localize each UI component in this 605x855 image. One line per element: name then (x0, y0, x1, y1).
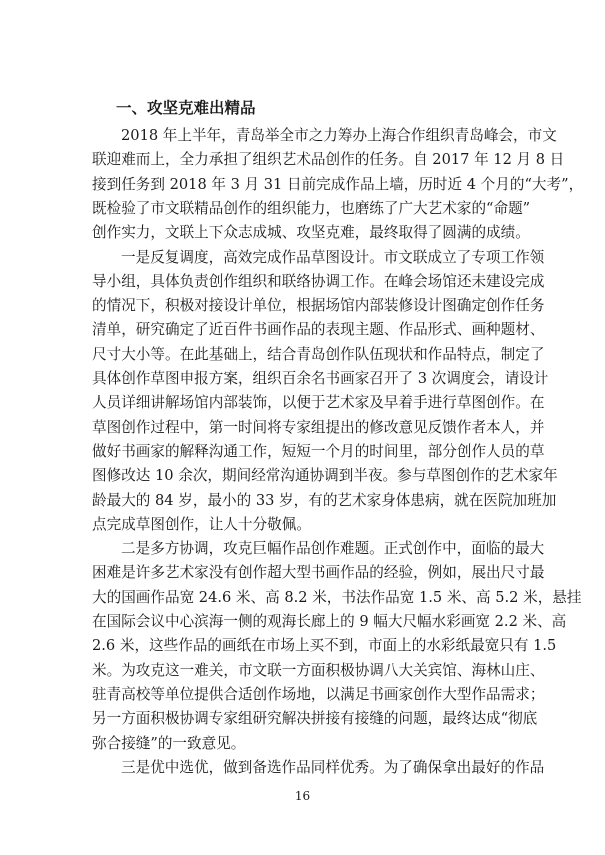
text-line: 另一方面积极协调专家组研究解决拼接有接缝的问题，最终达成“彻底 (92, 710, 538, 727)
text-line: 导小组，具体负责创作组织和联络协调工作。在峰会场馆还未建设完成 (92, 273, 545, 290)
text-line: 二是多方协调，攻克巨幅作品创作难题。正式创作中，面临的最大 (121, 540, 545, 557)
text-line: 三是优中选优，做到备选作品同样优秀。为了确保拿出最好的作品 (121, 759, 545, 776)
text-line: 具体创作草图申报方案，组织百余名书画家召开了 3 次调度会，请设计 (92, 370, 549, 387)
text-line: 驻青高校等单位提供合适创作场地，以满足书画家创作大型作品需求； (92, 686, 545, 703)
text-line: 的情况下，积极对接设计单位，根据场馆内部装修设计图确定创作任务 (92, 297, 545, 314)
text-line: 点完成草图创作，让人十分敬佩。 (92, 516, 311, 533)
text-line: 创作实力，文联上下众志成城、攻坚克难，最终取得了圆满的成绩。 (92, 224, 530, 241)
text-line: 在国际会议中心滨海一侧的观海长廊上的 9 幅大尺幅水彩画宽 2.2 米、高 (92, 613, 567, 630)
page-number: 16 (294, 789, 311, 803)
text-line: 一是反复调度，高效完成作品草图设计。市文联成立了专项工作领 (121, 249, 545, 266)
text-line: 米。为攻克这一难关，市文联一方面积极协调八大关宾馆、海林山庄、 (92, 662, 545, 679)
text-line: 2.6 米，这些作品的画纸在市场上买不到，市面上的水彩纸最宽只有 1.5 (92, 637, 557, 654)
text-line: 大的国画作品宽 24.6 米、高 8.2 米，书法作品宽 1.5 米、高 5.2 米，悬挂 (92, 589, 582, 606)
text-line: 接到任务到 2018 年 3 月 31 日前完成作品上墙，历时近 4 个月的“大考”， (92, 176, 584, 193)
text-line: 既检验了市文联精品创作的组织能力，也磨练了广大艺术家的“命题” (92, 200, 531, 217)
text-line: 图修改达 10 余次，期间经常沟通协调到半夜。参与草图创作的艺术家年 (92, 467, 558, 484)
text-line: 尺寸大小等。在此基础上，结合青岛创作队伍现状和作品特点，制定了 (92, 346, 545, 363)
text-line: 清单，研究确定了近百件书画作品的表现主题、作品形式、画种题材、 (92, 321, 545, 338)
text-line: 弥合接缝”的一致意见。 (92, 735, 246, 752)
section-heading: 一、攻坚克难出精品 (116, 99, 256, 117)
text-line: 做好书画家的解释沟通工作，短短一个月的时间里，部分创作人员的草 (92, 443, 545, 460)
text-line: 人员详细讲解场馆内部装饰，以便于艺术家及早着手进行草图创作。在 (92, 394, 545, 411)
text-line: 2018 年上半年，青岛举全市之力筹办上海合作组织青岛峰会，市文 (121, 127, 557, 144)
text-line: 龄最大的 84 岁，最小的 33 岁，有的艺术家身体患病，就在医院加班加 (92, 492, 557, 509)
text-line: 困难是许多艺术家没有创作超大型书画作品的经验，例如，展出尺寸最 (92, 564, 545, 581)
text-line: 联迎难而上，全力承担了组织艺术品创作的任务。自 2017 年 12 月 8 日 (92, 151, 565, 168)
text-line: 草图创作过程中，第一时间将专家组提出的修改意见反馈作者本人，并 (92, 419, 545, 436)
